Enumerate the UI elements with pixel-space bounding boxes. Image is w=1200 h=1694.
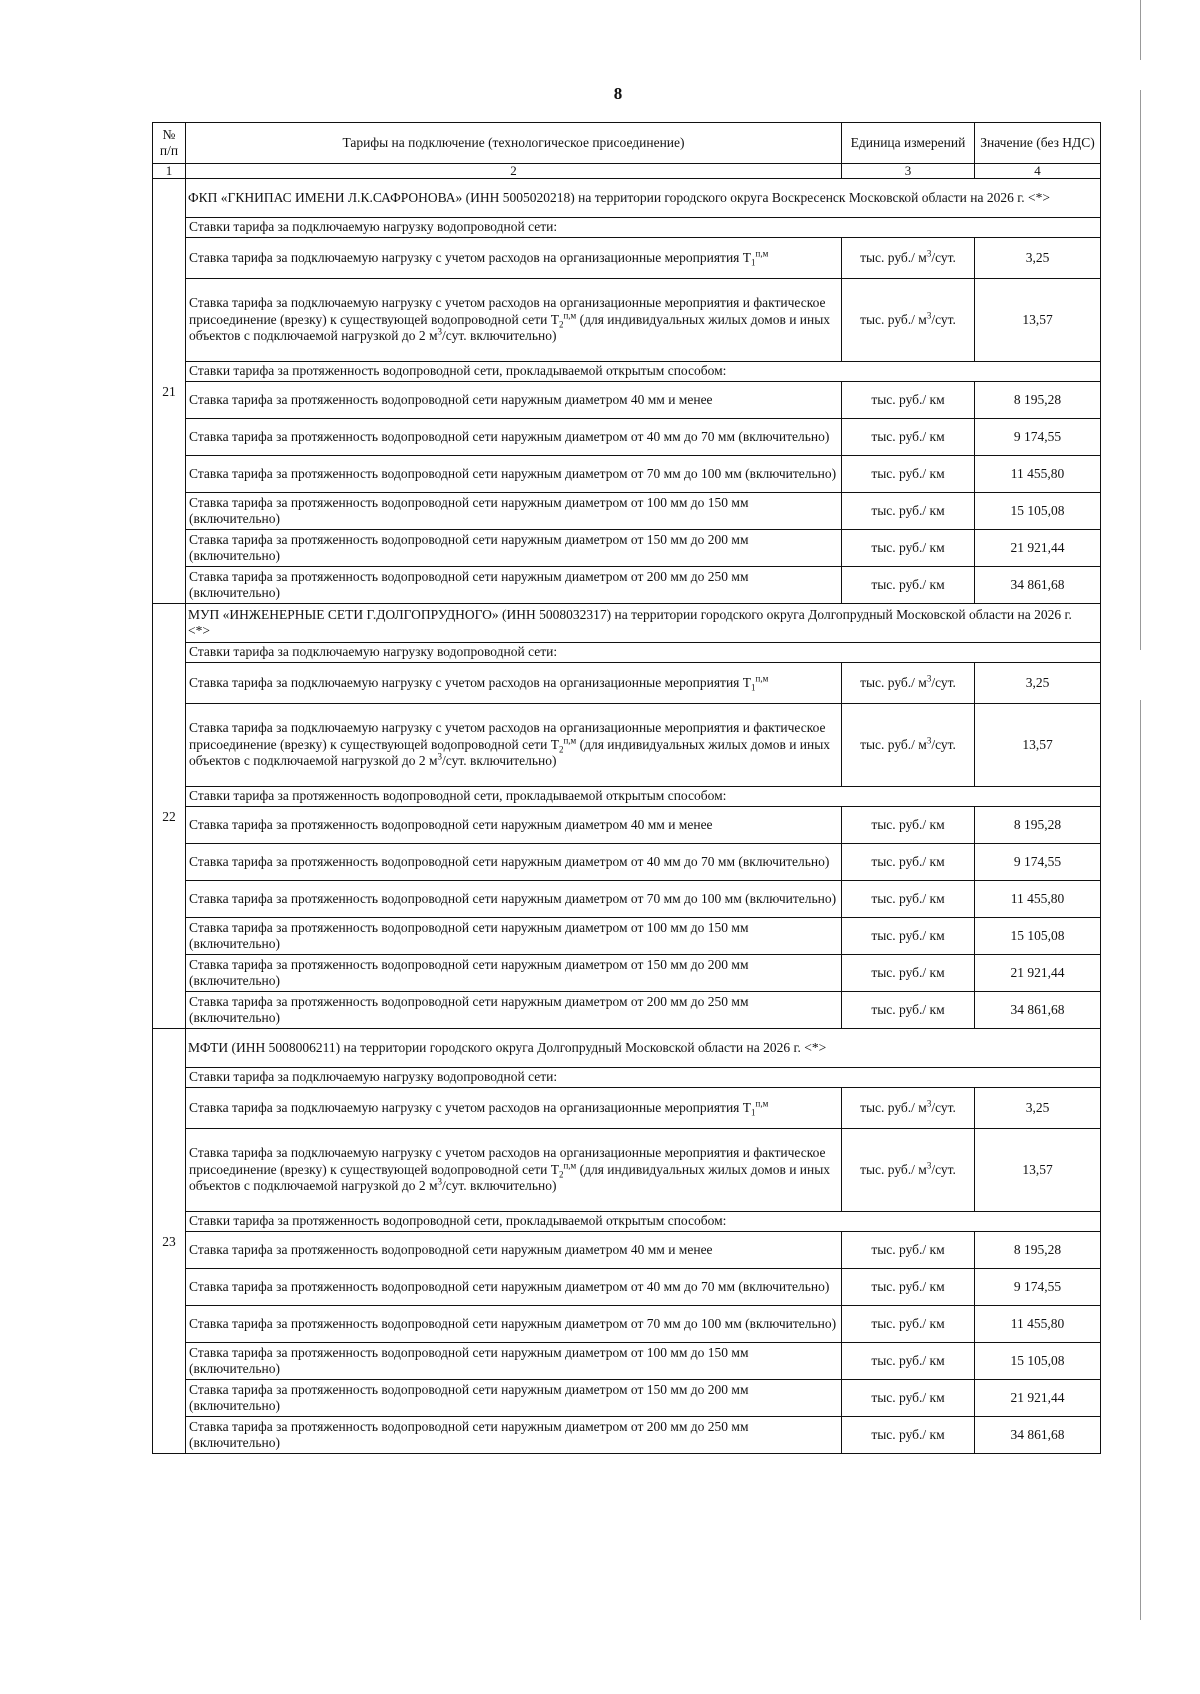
value-cell: 9 174,55	[975, 844, 1101, 881]
section-title-length: Ставки тарифа за протяженность водопроводной сети, прокладываемой открытым способом:	[186, 787, 1101, 807]
tariff-table	[152, 122, 1101, 1454]
rate2-description: Ставка тарифа за подключаемую нагрузку с учетом расходов на организационные мероприятия и фактическое присоединение (врезку) к существующей водопроводной сети $T_2^{п,м}$ (для индивидуальных жилых домов и иных объектов с подключаемой нагрузкой до 2 $м^3$/сут. включительно)	[186, 279, 842, 362]
table-row	[153, 663, 1101, 704]
unit-cell: тыс. руб./ км	[842, 1380, 975, 1417]
table-row	[153, 530, 1101, 567]
pipe-description: Ставка тарифа за протяженность водопроводной сети наружным диаметром от 40 мм до 70 мм (включительно)	[186, 844, 842, 881]
table-row	[153, 1380, 1101, 1417]
pipe-description: Ставка тарифа за протяженность водопроводной сети наружным диаметром от 200 мм до 250 мм (включительно)	[186, 1417, 842, 1454]
column-number: 1	[153, 164, 186, 179]
value-cell: 34 861,68	[975, 567, 1101, 604]
value-cell: 13,57	[975, 279, 1101, 362]
section-row	[153, 218, 1101, 238]
pipe-description: Ставка тарифа за протяженность водопроводной сети наружным диаметром от 40 мм до 70 мм (включительно)	[186, 419, 842, 456]
unit-cell: тыс. руб./ $м^3$/сут.	[842, 663, 975, 704]
unit-cell: тыс. руб./ км	[842, 382, 975, 419]
scan-edge-line	[1140, 700, 1141, 1620]
unit-cell: тыс. руб./ км	[842, 567, 975, 604]
pipe-description: Ставка тарифа за протяженность водопроводной сети наружным диаметром от 70 мм до 100 мм (включительно)	[186, 881, 842, 918]
unit-cell: тыс. руб./ км	[842, 419, 975, 456]
value-cell: 8 195,28	[975, 1232, 1101, 1269]
table-row	[153, 567, 1101, 604]
pipe-description: Ставка тарифа за протяженность водопроводной сети наружным диаметром от 100 мм до 150 мм (включительно)	[186, 918, 842, 955]
table-row	[153, 1129, 1101, 1212]
unit-cell: тыс. руб./ км	[842, 493, 975, 530]
page-number: 8	[613, 84, 623, 103]
value-cell: 11 455,80	[975, 456, 1101, 493]
table-row	[153, 419, 1101, 456]
value-cell: 21 921,44	[975, 530, 1101, 567]
section-row	[153, 787, 1101, 807]
table-header-row	[153, 123, 1101, 164]
table-row	[153, 881, 1101, 918]
value-cell: 15 105,08	[975, 1343, 1101, 1380]
org-number: 21	[153, 179, 186, 604]
pipe-description: Ставка тарифа за протяженность водопроводной сети наружным диаметром от 150 мм до 200 мм (включительно)	[186, 955, 842, 992]
value-cell: 34 861,68	[975, 992, 1101, 1029]
unit-cell: тыс. руб./ $м^3$/сут.	[842, 1129, 975, 1212]
rate1-description: Ставка тарифа за подключаемую нагрузку с учетом расходов на организационные мероприятия $T_1^{п,м}$	[186, 238, 842, 279]
value-cell: 15 105,08	[975, 493, 1101, 530]
value-cell: 15 105,08	[975, 918, 1101, 955]
org-number: 23	[153, 1029, 186, 1454]
table-row	[153, 807, 1101, 844]
pipe-description: Ставка тарифа за протяженность водопроводной сети наружным диаметром 40 мм и менее	[186, 1232, 842, 1269]
table-row	[153, 1088, 1101, 1129]
section-row	[153, 1212, 1101, 1232]
unit-cell: тыс. руб./ км	[842, 456, 975, 493]
pipe-description: Ставка тарифа за протяженность водопроводной сети наружным диаметром 40 мм и менее	[186, 382, 842, 419]
value-cell: 3,25	[975, 1088, 1101, 1129]
rate2-description: Ставка тарифа за подключаемую нагрузку с учетом расходов на организационные мероприятия и фактическое присоединение (врезку) к существующей водопроводной сети $T_2^{п,м}$ (для индивидуальных жилых домов и иных объектов с подключаемой нагрузкой до 2 $м^3$/сут. включительно)	[186, 704, 842, 787]
org-title: ФКП «ГКНИПАС ИМЕНИ Л.К.САФРОНОВА» (ИНН 5005020218) на территории городского округа Воскресенск Московской области на 2026 г. <*>	[186, 179, 1101, 218]
org-row	[153, 604, 1101, 643]
pipe-description: Ставка тарифа за протяженность водопроводной сети наружным диаметром от 40 мм до 70 мм (включительно)	[186, 1269, 842, 1306]
org-title: МУП «ИНЖЕНЕРНЫЕ СЕТИ Г.ДОЛГОПРУДНОГО» (ИНН 5008032317) на территории городского округа Долгопрудный Московской области на 2026 г. <*>	[186, 604, 1101, 643]
unit-cell: тыс. руб./ км	[842, 955, 975, 992]
value-cell: 21 921,44	[975, 1380, 1101, 1417]
table-row	[153, 918, 1101, 955]
table-row	[153, 1417, 1101, 1454]
value-cell: 11 455,80	[975, 1306, 1101, 1343]
table-row	[153, 1343, 1101, 1380]
unit-cell: тыс. руб./ км	[842, 992, 975, 1029]
org-title: МФТИ (ИНН 5008006211) на территории городского округа Долгопрудный Московской области на 2026 г. <*>	[186, 1029, 1101, 1068]
table-row	[153, 704, 1101, 787]
unit-cell: тыс. руб./ км	[842, 844, 975, 881]
value-cell: 21 921,44	[975, 955, 1101, 992]
header-unit: Единица измерений	[842, 123, 975, 164]
section-title-load: Ставки тарифа за подключаемую нагрузку водопроводной сети:	[186, 1068, 1101, 1088]
column-number: 4	[975, 164, 1101, 179]
table-row	[153, 279, 1101, 362]
table-row	[153, 382, 1101, 419]
value-cell: 8 195,28	[975, 807, 1101, 844]
section-title-length: Ставки тарифа за протяженность водопроводной сети, прокладываемой открытым способом:	[186, 362, 1101, 382]
pipe-description: Ставка тарифа за протяженность водопроводной сети наружным диаметром от 150 мм до 200 мм (включительно)	[186, 1380, 842, 1417]
unit-cell: тыс. руб./ км	[842, 807, 975, 844]
table-body	[153, 179, 1101, 1454]
unit-cell: тыс. руб./ км	[842, 530, 975, 567]
table-row	[153, 992, 1101, 1029]
rate1-description: Ставка тарифа за подключаемую нагрузку с учетом расходов на организационные мероприятия $T_1^{п,м}$	[186, 663, 842, 704]
unit-cell: тыс. руб./ км	[842, 1269, 975, 1306]
table-row	[153, 493, 1101, 530]
unit-cell: тыс. руб./ км	[842, 918, 975, 955]
table-row	[153, 456, 1101, 493]
header-value: Значение (без НДС)	[975, 123, 1101, 164]
header-tariffs: Тарифы на подключение (технологическое присоединение)	[186, 123, 842, 164]
scan-edge-line	[1140, 0, 1141, 60]
pipe-description: Ставка тарифа за протяженность водопроводной сети наружным диаметром от 200 мм до 250 мм (включительно)	[186, 567, 842, 604]
unit-cell: тыс. руб./ $м^3$/сут.	[842, 279, 975, 362]
pipe-description: Ставка тарифа за протяженность водопроводной сети наружным диаметром от 100 мм до 150 мм (включительно)	[186, 1343, 842, 1380]
pipe-description: Ставка тарифа за протяженность водопроводной сети наружным диаметром 40 мм и менее	[186, 807, 842, 844]
value-cell: 9 174,55	[975, 1269, 1101, 1306]
pipe-description: Ставка тарифа за протяженность водопроводной сети наружным диаметром от 70 мм до 100 мм (включительно)	[186, 1306, 842, 1343]
section-row	[153, 362, 1101, 382]
section-title-load: Ставки тарифа за подключаемую нагрузку водопроводной сети:	[186, 218, 1101, 238]
value-cell: 3,25	[975, 663, 1101, 704]
table-row	[153, 1232, 1101, 1269]
value-cell: 34 861,68	[975, 1417, 1101, 1454]
section-row	[153, 1068, 1101, 1088]
unit-cell: тыс. руб./ $м^3$/сут.	[842, 238, 975, 279]
unit-cell: тыс. руб./ км	[842, 881, 975, 918]
header-number: № п/п	[153, 123, 186, 164]
pipe-description: Ставка тарифа за протяженность водопроводной сети наружным диаметром от 100 мм до 150 мм (включительно)	[186, 493, 842, 530]
rate2-description: Ставка тарифа за подключаемую нагрузку с учетом расходов на организационные мероприятия и фактическое присоединение (врезку) к существующей водопроводной сети $T_2^{п,м}$ (для индивидуальных жилых домов и иных объектов с подключаемой нагрузкой до 2 $м^3$/сут. включительно)	[186, 1129, 842, 1212]
unit-cell: тыс. руб./ $м^3$/сут.	[842, 1088, 975, 1129]
pipe-description: Ставка тарифа за протяженность водопроводной сети наружным диаметром от 150 мм до 200 мм (включительно)	[186, 530, 842, 567]
org-row	[153, 1029, 1101, 1068]
rate1-description: Ставка тарифа за подключаемую нагрузку с учетом расходов на организационные мероприятия $T_1^{п,м}$	[186, 1088, 842, 1129]
value-cell: 11 455,80	[975, 881, 1101, 918]
unit-cell: тыс. руб./ км	[842, 1343, 975, 1380]
scan-edge-line	[1140, 90, 1141, 650]
value-cell: 13,57	[975, 1129, 1101, 1212]
value-cell: 9 174,55	[975, 419, 1101, 456]
table-row	[153, 238, 1101, 279]
table-row	[153, 955, 1101, 992]
column-number: 2	[186, 164, 842, 179]
section-title-length: Ставки тарифа за протяженность водопроводной сети, прокладываемой открытым способом:	[186, 1212, 1101, 1232]
unit-cell: тыс. руб./ км	[842, 1306, 975, 1343]
column-number: 3	[842, 164, 975, 179]
org-row	[153, 179, 1101, 218]
pipe-description: Ставка тарифа за протяженность водопроводной сети наружным диаметром от 70 мм до 100 мм (включительно)	[186, 456, 842, 493]
unit-cell: тыс. руб./ км	[842, 1232, 975, 1269]
section-title-load: Ставки тарифа за подключаемую нагрузку водопроводной сети:	[186, 643, 1101, 663]
value-cell: 3,25	[975, 238, 1101, 279]
org-number: 22	[153, 604, 186, 1029]
unit-cell: тыс. руб./ $м^3$/сут.	[842, 704, 975, 787]
value-cell: 13,57	[975, 704, 1101, 787]
table-row	[153, 1306, 1101, 1343]
unit-cell: тыс. руб./ км	[842, 1417, 975, 1454]
pipe-description: Ставка тарифа за протяженность водопроводной сети наружным диаметром от 200 мм до 250 мм (включительно)	[186, 992, 842, 1029]
section-row	[153, 643, 1101, 663]
table-row	[153, 1269, 1101, 1306]
column-number-row	[153, 164, 1101, 179]
table-row	[153, 844, 1101, 881]
value-cell: 8 195,28	[975, 382, 1101, 419]
